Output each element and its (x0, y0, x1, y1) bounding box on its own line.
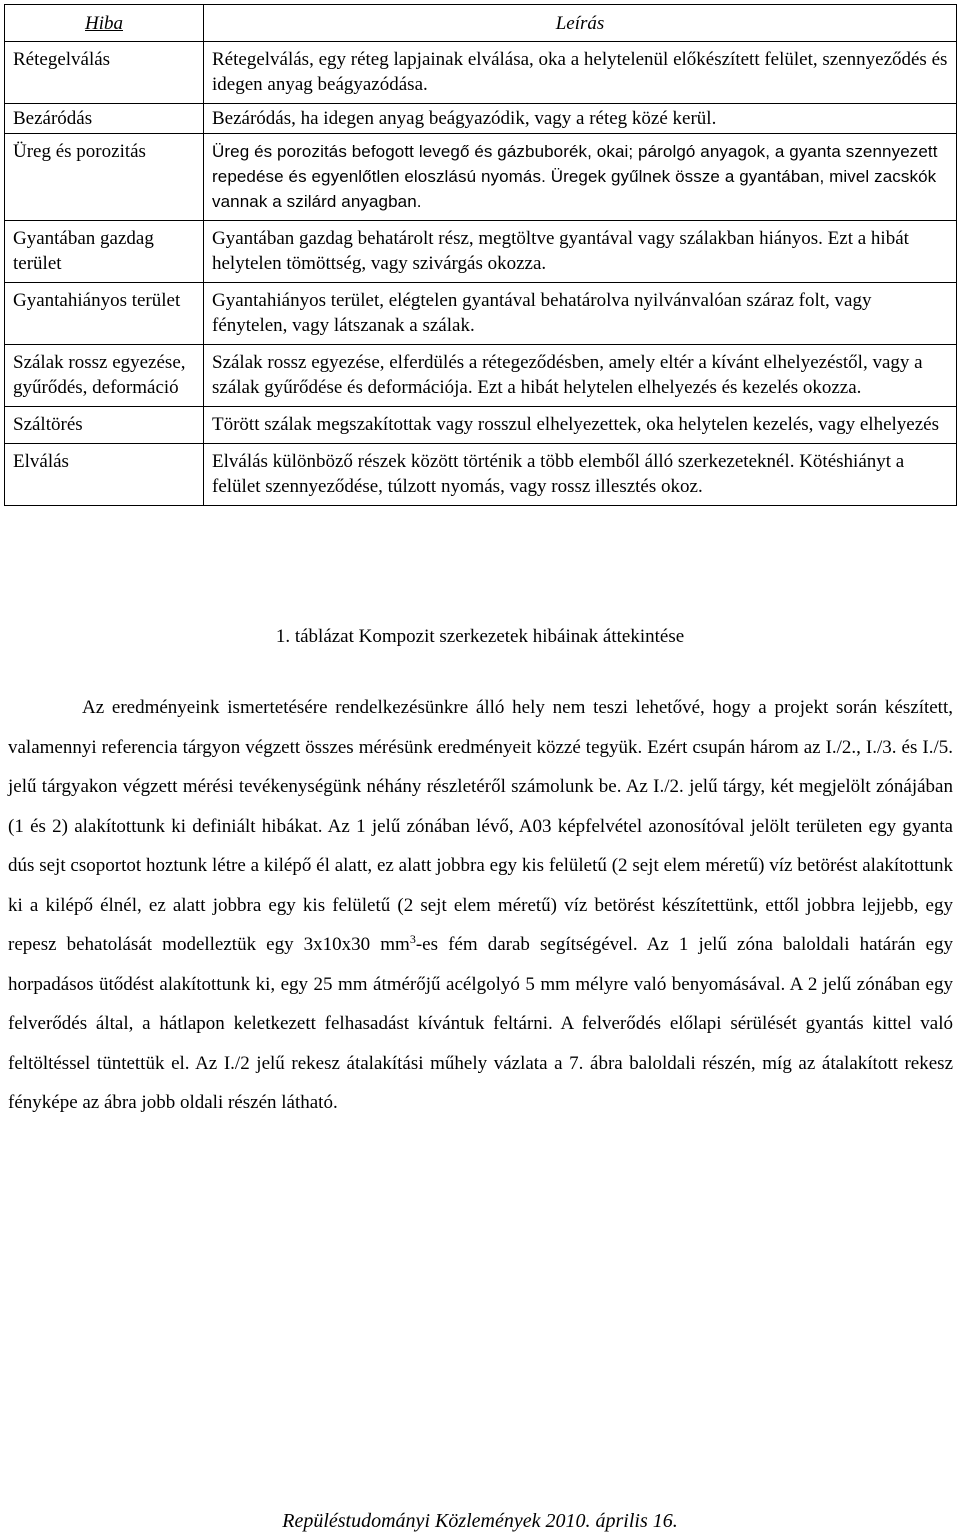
table-header-row (5, 5, 957, 42)
defect-name: Rétegelválás (5, 42, 204, 104)
defects-table (4, 4, 957, 506)
table-row (5, 104, 957, 134)
defect-description: Törött szálak megszakítottak vagy rosszul elhelyezettek, oka helytelen kezelés, vagy elhelyezés (204, 407, 957, 444)
defect-name: Üreg és porozitás (5, 134, 204, 221)
body-text-part-2: -es fém darab segítségével. Az 1 jelű zóna baloldali határán egy horpadásos ütődést alakítottunk ki, egy 25 mm átmérőjű acélgolyó 5 mm mélyre való benyomásával. A 2 jelű zónában egy felverődés által, a hátlapon keletkezett felhasadást kívántuk feltárni. A felverődés előlapi sérülését gyantás kittel való feltöltéssel tüntettük el. Az I./2 jelű rekesz átalakítási műhely vázlata a 7. ábra baloldali részén, míg az átalakított rekesz fényképe az ábra jobb oldali részén látható. (8, 934, 954, 1113)
defect-description: Gyantában gazdag behatárolt rész, megtöltve gyantával vagy szálakban hiányos. Ezt a hibát helytelen tömöttség, vagy szivárgás okozza. (204, 221, 957, 283)
table-row (5, 283, 957, 345)
body-text-part-1: Az eredményeink ismertetésére rendelkezésünkre álló hely nem teszi lehetővé, hogy a projekt során készített, valamennyi referencia tárgyon végzett összes mérésünk eredményeit közzé tegyük. Ezért csupán három az I./2., I./3. és I./5. jelű tárgyakon végzett mérési tevékenységünk néhány részletéről számolunk be. Az I./2. jelű tárgy, két megjelölt zónájában (1 és 2) alakítottunk ki definiált hibákat. Az 1 jelű zónában lévő, A03 képfelvétel azonosítóval jelölt területen egy gyanta dús sejt csoportot hoztunk létre a kilépő él alatt, ez alatt jobbra egy kis felületű (2 sejt elem méretű) víz betörést alakítottunk ki a kilépő élnél, ez alatt jobbra egy kis felületű (2 sejt elem méretű) víz betörést készítettünk, ettől jobbra lejjebb, egy repesz behatolását modelleztük egy 3x10x30 mm (8, 697, 953, 955)
defect-description: Üreg és porozitás befogott levegő és gázbuborék, okai; párolgó anyagok, a gyanta szennyezett repedése és egyenlőtlen eloszlású nyomás. Üregek gyűlnek össze a gyantában, mivel zacskók vannak a szilárd anyagban. (204, 134, 957, 221)
defect-description: Szálak rossz egyezése, elferdülés a rétegeződésben, amely eltér a kívánt elhelyezéstől, vagy a szálak gyűrődése és deformációja. Ezt a hibát helytelen elhelyezés és kezelés okozza. (204, 345, 957, 407)
defect-name: Szálak rossz egyezése, gyűrődés, deformáció (5, 345, 204, 407)
defect-name: Száltörés (5, 407, 204, 444)
table-row (5, 134, 957, 221)
header-description: Leírás (204, 5, 957, 42)
defect-name: Elválás (5, 444, 204, 506)
body-paragraph (8, 688, 953, 1123)
defect-description: Rétegelválás, egy réteg lapjainak elválása, oka a helytelenül előkészített felület, szennyeződés és idegen anyag beágyazódása. (204, 42, 957, 104)
defect-name: Gyantahiányos terület (5, 283, 204, 345)
defect-name: Gyantában gazdag terület (5, 221, 204, 283)
table-row (5, 444, 957, 506)
page-footer: Repüléstudományi Közlemények 2010. április 16. (282, 1510, 678, 1532)
table-row (5, 407, 957, 444)
header-defect: Hiba (5, 5, 204, 42)
defect-description: Bezáródás, ha idegen anyag beágyazódik, vagy a réteg közé kerül. (204, 104, 957, 134)
table-row (5, 221, 957, 283)
table-row (5, 42, 957, 104)
defect-name: Bezáródás (5, 104, 204, 134)
table-row (5, 345, 957, 407)
superscript-exponent: 3 (409, 932, 416, 946)
table-caption: 1. táblázat Kompozit szerkezetek hibáinak áttekintése (275, 626, 685, 647)
defect-description: Elválás különböző részek között történik a több elemből álló szerkezeteknél. Kötéshiányt a felület szennyeződése, túlzott nyomás, vagy rossz illesztés okoz. (204, 444, 957, 506)
defect-description: Gyantahiányos terület, elégtelen gyantával behatárolva nyilvánvalóan száraz folt, vagy fénytelen, vagy látszanak a szálak. (204, 283, 957, 345)
